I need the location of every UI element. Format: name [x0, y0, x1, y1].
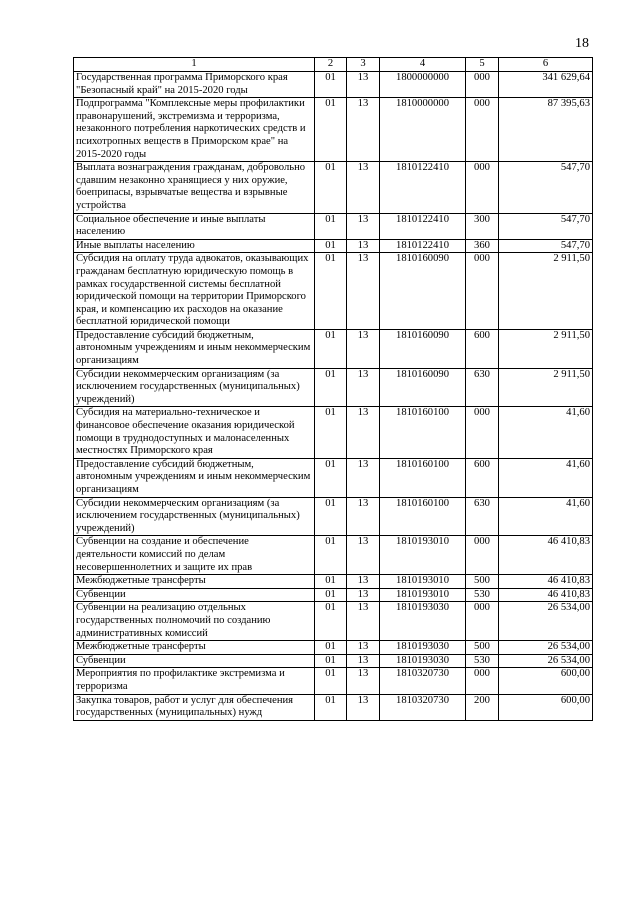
row-name-cell: Предоставление субсидий бюджетным, автономным учреждениям и иным некоммерческим организациям — [74, 458, 315, 497]
row-col3-cell: 13 — [347, 72, 380, 98]
row-col2-cell: 01 — [315, 72, 347, 98]
table-row — [74, 162, 593, 213]
table-row — [74, 253, 593, 330]
table-row — [74, 368, 593, 407]
row-name-cell: Субсидия на материально-техническое и финансовое обеспечение оказания юридической помощи в труднодоступных и малонаселенных местностях Приморского края — [74, 407, 315, 458]
row-col3-cell: 13 — [347, 588, 380, 602]
row-col4-cell: 1810160090 — [380, 329, 466, 368]
row-col4-cell: 1810122410 — [380, 239, 466, 253]
row-amount-cell: 41,60 — [499, 407, 593, 458]
table-row — [74, 668, 593, 694]
row-col3-cell: 13 — [347, 213, 380, 239]
row-col5-cell: 600 — [466, 329, 499, 368]
header-col-1: 1 — [74, 58, 315, 72]
row-col5-cell: 000 — [466, 668, 499, 694]
row-name-cell: Государственная программа Приморского края "Безопасный край" на 2015-2020 годы — [74, 72, 315, 98]
row-col3-cell: 13 — [347, 536, 380, 575]
row-col5-cell: 200 — [466, 694, 499, 720]
row-col3-cell: 13 — [347, 602, 380, 641]
row-col3-cell: 13 — [347, 641, 380, 655]
row-col3-cell: 13 — [347, 497, 380, 536]
row-col2-cell: 01 — [315, 329, 347, 368]
header-col-5: 5 — [466, 58, 499, 72]
row-col4-cell: 1810193010 — [380, 575, 466, 589]
table-row — [74, 98, 593, 162]
header-col-4: 4 — [380, 58, 466, 72]
row-name-cell: Субвенции — [74, 654, 315, 668]
row-amount-cell: 26 534,00 — [499, 602, 593, 641]
row-name-cell: Субсидия на оплату труда адвокатов, оказывающих гражданам бесплатную юридическую помощь в рамках государственной системы бесплатной юридической помощи на территории Приморского края, и компенсацию их расходов на оказание бесплатной юридической помощи — [74, 253, 315, 330]
row-col5-cell: 500 — [466, 641, 499, 655]
row-name-cell: Межбюджетные трансферты — [74, 641, 315, 655]
header-row — [74, 58, 593, 72]
row-amount-cell: 2 911,50 — [499, 253, 593, 330]
row-col2-cell: 01 — [315, 213, 347, 239]
table-body — [74, 72, 593, 721]
row-col3-cell: 13 — [347, 239, 380, 253]
row-col4-cell: 1810193010 — [380, 536, 466, 575]
row-col4-cell: 1810160100 — [380, 458, 466, 497]
row-col2-cell: 01 — [315, 602, 347, 641]
row-amount-cell: 46 410,83 — [499, 588, 593, 602]
row-col3-cell: 13 — [347, 162, 380, 213]
row-col4-cell: 1810160090 — [380, 253, 466, 330]
table-row — [74, 407, 593, 458]
row-name-cell: Субвенции на реализацию отдельных государственных полномочий по созданию административных комиссий — [74, 602, 315, 641]
row-amount-cell: 26 534,00 — [499, 654, 593, 668]
row-amount-cell: 2 911,50 — [499, 368, 593, 407]
table-row — [74, 694, 593, 720]
row-col5-cell: 500 — [466, 575, 499, 589]
table-row — [74, 641, 593, 655]
row-name-cell: Предоставление субсидий бюджетным, автономным учреждениям и иным некоммерческим организациям — [74, 329, 315, 368]
row-col4-cell: 1810122410 — [380, 213, 466, 239]
table-row — [74, 329, 593, 368]
row-amount-cell: 87 395,63 — [499, 98, 593, 162]
row-col3-cell: 13 — [347, 407, 380, 458]
row-name-cell: Субвенции на создание и обеспечение деятельности комиссий по делам несовершеннолетних и защите их прав — [74, 536, 315, 575]
table-row — [74, 588, 593, 602]
row-col5-cell: 000 — [466, 253, 499, 330]
row-col3-cell: 13 — [347, 654, 380, 668]
row-col3-cell: 13 — [347, 668, 380, 694]
row-name-cell: Субсидии некоммерческим организациям (за исключением государственных (муниципальных) учреждений) — [74, 368, 315, 407]
row-amount-cell: 547,70 — [499, 162, 593, 213]
table-row — [74, 575, 593, 589]
row-amount-cell: 600,00 — [499, 668, 593, 694]
row-amount-cell: 547,70 — [499, 213, 593, 239]
row-amount-cell: 46 410,83 — [499, 536, 593, 575]
row-amount-cell: 2 911,50 — [499, 329, 593, 368]
row-col2-cell: 01 — [315, 536, 347, 575]
row-col5-cell: 630 — [466, 368, 499, 407]
row-name-cell: Иные выплаты населению — [74, 239, 315, 253]
row-col5-cell: 530 — [466, 654, 499, 668]
row-col3-cell: 13 — [347, 458, 380, 497]
header-col-2: 2 — [315, 58, 347, 72]
row-col5-cell: 360 — [466, 239, 499, 253]
row-name-cell: Мероприятия по профилактике экстремизма и терроризма — [74, 668, 315, 694]
row-col2-cell: 01 — [315, 253, 347, 330]
row-col2-cell: 01 — [315, 668, 347, 694]
table-row — [74, 654, 593, 668]
row-col2-cell: 01 — [315, 694, 347, 720]
row-col4-cell: 1810320730 — [380, 668, 466, 694]
row-col5-cell: 000 — [466, 98, 499, 162]
row-col5-cell: 530 — [466, 588, 499, 602]
row-col2-cell: 01 — [315, 368, 347, 407]
row-col4-cell: 1810193030 — [380, 654, 466, 668]
row-name-cell: Социальное обеспечение и иные выплаты населению — [74, 213, 315, 239]
row-col3-cell: 13 — [347, 694, 380, 720]
table-row — [74, 602, 593, 641]
table-row — [74, 213, 593, 239]
row-col2-cell: 01 — [315, 588, 347, 602]
row-name-cell: Межбюджетные трансферты — [74, 575, 315, 589]
row-col5-cell: 000 — [466, 72, 499, 98]
row-col3-cell: 13 — [347, 368, 380, 407]
row-amount-cell: 341 629,64 — [499, 72, 593, 98]
table-row — [74, 458, 593, 497]
row-amount-cell: 547,70 — [499, 239, 593, 253]
row-col2-cell: 01 — [315, 641, 347, 655]
page-number: 18 — [575, 36, 589, 51]
row-name-cell: Субвенции — [74, 588, 315, 602]
row-name-cell: Субсидии некоммерческим организациям (за исключением государственных (муниципальных) учреждений) — [74, 497, 315, 536]
row-col2-cell: 01 — [315, 654, 347, 668]
row-col5-cell: 630 — [466, 497, 499, 536]
row-col2-cell: 01 — [315, 458, 347, 497]
row-name-cell: Закупка товаров, работ и услуг для обеспечения государственных (муниципальных) нужд — [74, 694, 315, 720]
row-col4-cell: 1810193030 — [380, 641, 466, 655]
row-col2-cell: 01 — [315, 162, 347, 213]
row-col2-cell: 01 — [315, 407, 347, 458]
row-amount-cell: 600,00 — [499, 694, 593, 720]
row-col5-cell: 000 — [466, 162, 499, 213]
row-col4-cell: 1810193010 — [380, 588, 466, 602]
row-col2-cell: 01 — [315, 239, 347, 253]
row-col5-cell: 600 — [466, 458, 499, 497]
header-col-6: 6 — [499, 58, 593, 72]
header-col-3: 3 — [347, 58, 380, 72]
row-amount-cell: 46 410,83 — [499, 575, 593, 589]
table-row — [74, 536, 593, 575]
row-col4-cell: 1810160100 — [380, 497, 466, 536]
row-col2-cell: 01 — [315, 575, 347, 589]
row-col3-cell: 13 — [347, 329, 380, 368]
row-col4-cell: 1810000000 — [380, 98, 466, 162]
row-col3-cell: 13 — [347, 253, 380, 330]
row-col5-cell: 000 — [466, 407, 499, 458]
row-col4-cell: 1810160100 — [380, 407, 466, 458]
row-col4-cell: 1810320730 — [380, 694, 466, 720]
row-name-cell: Выплата вознаграждения гражданам, добровольно сдавшим незаконно хранящиеся у них оружие, боеприпасы, взрывчатые вещества и взрывные устройства — [74, 162, 315, 213]
row-col2-cell: 01 — [315, 98, 347, 162]
row-col5-cell: 000 — [466, 602, 499, 641]
row-col3-cell: 13 — [347, 98, 380, 162]
row-amount-cell: 41,60 — [499, 497, 593, 536]
row-col5-cell: 000 — [466, 536, 499, 575]
row-col2-cell: 01 — [315, 497, 347, 536]
table-row — [74, 497, 593, 536]
table-row — [74, 239, 593, 253]
budget-table — [73, 57, 593, 721]
row-amount-cell: 26 534,00 — [499, 641, 593, 655]
row-name-cell: Подпрограмма "Комплексные меры профилактики правонарушений, экстремизма и терроризма, незаконного потребления наркотических средств и психотропных веществ в Приморском крае" на 2015-2020 годы — [74, 98, 315, 162]
table-row — [74, 72, 593, 98]
row-col4-cell: 1810160090 — [380, 368, 466, 407]
row-col3-cell: 13 — [347, 575, 380, 589]
row-col4-cell: 1810122410 — [380, 162, 466, 213]
row-col4-cell: 1810193030 — [380, 602, 466, 641]
row-col4-cell: 1800000000 — [380, 72, 466, 98]
row-amount-cell: 41,60 — [499, 458, 593, 497]
row-col5-cell: 300 — [466, 213, 499, 239]
